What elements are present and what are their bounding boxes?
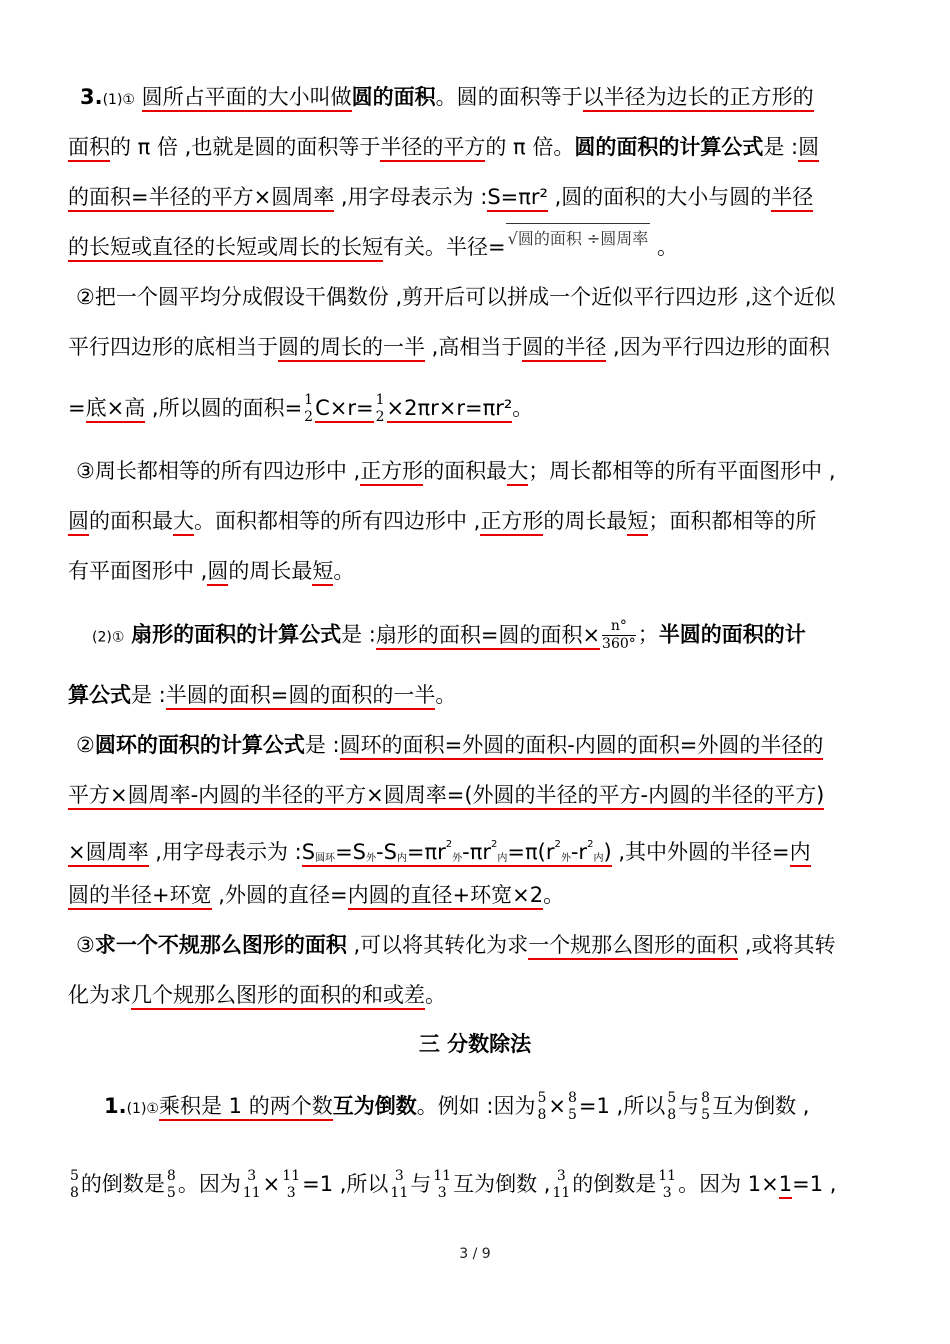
underlined-text: 圆所占平面的大小叫做	[142, 85, 352, 112]
text: 平行四边形的底相当于	[68, 335, 278, 359]
denominator: 8	[667, 1107, 677, 1123]
fraction-11-3	[433, 1168, 451, 1202]
underlined-text: 短	[627, 509, 648, 536]
text: 。	[650, 235, 678, 259]
text: 。	[333, 559, 355, 583]
numerator: 11	[282, 1168, 301, 1184]
underlined-text: 圆	[798, 135, 819, 162]
text: 与	[678, 1094, 700, 1118]
fraction-8-5	[167, 1168, 176, 1202]
denominator: 3	[437, 1185, 447, 1201]
text: ,其中外圆的半径=	[611, 840, 790, 864]
underlined-text: 几个规那么图形的面积的和或差	[131, 983, 425, 1010]
subscript: 外	[366, 853, 376, 864]
text: ③周长都相等的所有四边形中 ,	[76, 459, 361, 483]
text: ；周长都相等的所有平面图形中 ,	[528, 459, 836, 483]
line-9	[68, 506, 816, 536]
text: 的 π 倍 ,也就是圆的面积等于	[110, 135, 381, 159]
subscript: 内	[396, 853, 407, 864]
bold-term: 圆的面积的计算公式	[574, 135, 764, 159]
numerator: 5	[537, 1090, 547, 1106]
numerator: 11	[658, 1168, 677, 1184]
text: ×	[262, 1172, 281, 1196]
bold-term: 圆环的面积的计算公式	[94, 733, 305, 757]
line-1	[80, 82, 814, 115]
underlined-text: 的面积=半径的平方×圆周率	[68, 185, 334, 212]
text: 化为求	[68, 983, 131, 1007]
underlined-text: 短	[312, 559, 333, 586]
formula-part: )	[603, 840, 612, 864]
text: =1 ,所以	[302, 1172, 389, 1196]
text: ；面积都相等的所	[648, 509, 817, 533]
fraction-5-8	[70, 1168, 79, 1202]
formula-part: -πr	[462, 840, 492, 864]
formula-part: =πr	[406, 840, 446, 864]
underlined-text: 乘积是 1 的两个数	[159, 1094, 333, 1121]
underlined-text: 1	[779, 1172, 792, 1199]
sqrt-expression: √圆的面积 ÷圆周率	[506, 223, 651, 254]
denominator: 8	[537, 1107, 547, 1123]
numerator: 3	[247, 1168, 257, 1184]
superscript: 2	[491, 839, 498, 850]
fraction-8-5	[701, 1090, 710, 1124]
line-16	[68, 880, 564, 910]
text: 。面积都相等的所有四边形中 ,	[194, 509, 481, 533]
text: 的 π 倍。	[485, 135, 575, 159]
line-5	[76, 282, 836, 312]
numerator: 8	[568, 1090, 577, 1106]
line-13	[76, 730, 823, 760]
text: 。	[512, 396, 534, 420]
text: ③	[76, 933, 95, 957]
text: 。因为	[177, 1172, 241, 1196]
underlined-text: 一个规那么图形的面积	[528, 933, 738, 960]
denominator: 8	[70, 1185, 79, 1201]
text: 。	[543, 883, 565, 907]
numerator: 5	[667, 1090, 677, 1106]
line-19	[104, 1090, 809, 1124]
page-number: 3 / 9	[459, 1246, 491, 1262]
underlined-text: 圆环的面积=外圆的面积-内圆的面积=外圆的半径的	[340, 733, 824, 760]
text: ,外圆的直径=	[211, 883, 348, 907]
bold-term: 半圆的面积的计	[658, 622, 806, 647]
text: 是 :	[304, 733, 340, 757]
line-15	[68, 830, 811, 874]
text: ②	[76, 733, 95, 757]
underlined-text: 半圆的面积=圆的面积的一半	[166, 683, 436, 710]
denominator: 3	[286, 1185, 296, 1201]
underlined-text: 圆的半径	[522, 335, 606, 362]
underlined-text: 正方形	[360, 459, 423, 486]
line-10	[68, 556, 354, 586]
numerator: 8	[701, 1090, 711, 1106]
text: 的周长最	[228, 559, 313, 583]
line-7	[68, 392, 533, 426]
underlined-text: 的长短或直径的长短或周长的长短	[68, 235, 383, 262]
text: 有平面图形中 ,	[68, 559, 208, 583]
line-20	[68, 1168, 836, 1202]
underlined-text: 圆	[68, 509, 89, 536]
subscript: 内	[497, 853, 508, 864]
fraction-one-half	[376, 392, 385, 426]
text: ②把一个圆平均分成假设干偶数份 ,剪开后可以拼成一个近似平行四边形 ,这个近似	[76, 285, 836, 309]
line-4	[68, 229, 678, 264]
denominator: 2	[375, 409, 385, 425]
fraction-11-3	[658, 1168, 676, 1202]
denominator: 5	[701, 1107, 711, 1123]
text: 的倒数是	[572, 1172, 657, 1196]
formula-part: =π(r	[507, 840, 555, 864]
formula: S=πr²	[487, 185, 548, 212]
ring-area-formula	[302, 840, 612, 867]
text: ,用字母表示为 :	[334, 185, 488, 209]
underlined-text: 半径	[771, 185, 813, 212]
fraction-one-half	[304, 392, 313, 426]
text: ,圆的面积的大小与圆的	[547, 185, 772, 209]
numerator: 11	[433, 1168, 452, 1184]
text: 互为倒数 ,	[453, 1172, 551, 1196]
formula-part: S	[301, 840, 316, 864]
numerator: 5	[70, 1168, 79, 1184]
numerator: 3	[394, 1168, 404, 1184]
underlined-text: 平方×圆周率-内圆的半径的平方×圆周率=(外圆的半径的平方-内圆的半径的平方)	[68, 783, 824, 810]
sub-label: (1)①	[126, 1101, 159, 1117]
bold-term: 扇形的面积的计算公式	[131, 622, 342, 647]
line-12	[68, 680, 456, 710]
line-3	[68, 182, 813, 212]
text: 。	[435, 683, 457, 707]
fraction-11-3	[282, 1168, 300, 1202]
text: 的倒数是	[80, 1172, 165, 1196]
underlined-text: 内	[790, 840, 811, 867]
line-6	[68, 332, 830, 362]
sqrt-content: 圆的面积 ÷圆周率	[517, 229, 649, 248]
text: ×	[548, 1094, 566, 1118]
text: ,或将其转	[738, 933, 836, 957]
line-8	[76, 456, 836, 486]
text: 的面积最	[89, 509, 173, 533]
denominator: 3	[662, 1185, 672, 1201]
text: ,因为平行四边形的面积	[606, 335, 830, 359]
superscript: 2	[587, 839, 594, 850]
subscript: 外	[560, 853, 571, 864]
text: =1 ,	[792, 1172, 837, 1196]
text: 有关。半径=	[383, 235, 506, 259]
subscript: 内	[593, 853, 604, 864]
text: 是 :	[763, 135, 799, 159]
text: ,可以将其转化为求	[346, 933, 529, 957]
underlined-text: 半径的平方	[380, 135, 485, 162]
underlined-text: 大	[507, 459, 528, 486]
line-17	[76, 930, 836, 960]
underlined-text: 面积	[68, 135, 110, 162]
numerator: n°	[610, 618, 627, 634]
underlined-text: 扇形的面积=圆的面积×	[376, 623, 600, 650]
text: 的周长最	[543, 509, 628, 533]
text: 与	[410, 1172, 432, 1196]
fraction-3-11	[552, 1168, 570, 1202]
line-14	[68, 780, 824, 810]
text: 是 :	[131, 683, 166, 707]
text: 是 :	[341, 622, 376, 647]
text: 互为倒数 ,	[712, 1094, 810, 1118]
text: 。因为 1×	[678, 1172, 779, 1196]
sub-label: (2)①	[92, 629, 125, 646]
subscript: 外	[452, 853, 463, 864]
denominator: 5	[166, 1185, 176, 1201]
denominator: 11	[390, 1185, 409, 1201]
underlined-text: 内圆的直径+环宽×2	[348, 883, 544, 910]
fraction-5-8	[537, 1090, 546, 1124]
denominator: 360°	[602, 636, 636, 652]
underlined-text: 圆的周长的一半	[278, 335, 425, 362]
bold-term: 算公式	[68, 683, 131, 707]
superscript: 2	[554, 839, 561, 850]
text: 。圆的面积等于	[435, 85, 583, 109]
line-11	[92, 618, 806, 653]
section-heading: 三 分数除法	[418, 1032, 532, 1056]
item-number: 1.	[104, 1094, 127, 1118]
bold-term: 求一个不规那么图形的面积	[94, 933, 347, 957]
underlined-text: 以半径为边长的正方形的	[583, 85, 814, 112]
text: 。	[425, 983, 446, 1007]
text: 。例如 :因为	[416, 1094, 536, 1118]
numerator: 1	[375, 392, 385, 408]
underlined-text: 圆的半径+环宽	[68, 883, 212, 910]
item-number: 3.	[80, 85, 103, 109]
fraction-3-11	[390, 1168, 408, 1202]
numerator: 8	[166, 1168, 176, 1184]
denominator: 5	[568, 1107, 577, 1123]
formula-part: =S	[335, 840, 366, 864]
text: =1 ,所以	[578, 1094, 666, 1118]
numerator: 1	[304, 392, 314, 408]
fraction-8-5	[568, 1090, 577, 1124]
fraction-3-11	[243, 1168, 261, 1202]
fraction-5-8	[667, 1090, 676, 1124]
underlined-text: ×2πr×r=πr²	[387, 396, 513, 423]
line-18	[68, 980, 446, 1010]
formula-part: -S	[376, 840, 397, 864]
superscript: 2	[445, 839, 453, 850]
underlined-text: 圆	[207, 559, 228, 586]
numerator: 3	[556, 1168, 566, 1184]
bold-term: 圆的面积	[351, 85, 436, 109]
text: ,用字母表示为 :	[148, 840, 302, 864]
bold-term: 互为倒数	[332, 1094, 417, 1118]
formula-part: -r	[570, 840, 588, 864]
underlined-text: 大	[173, 509, 194, 536]
text: ；	[637, 622, 659, 647]
underlined-text: C×r=	[315, 396, 374, 423]
fraction-n-over-360	[602, 618, 636, 653]
line-2	[68, 132, 819, 162]
text: =	[68, 396, 86, 420]
text: 的面积最	[423, 459, 508, 483]
underlined-text: ×圆周率	[68, 840, 149, 867]
text: ,所以圆的面积=	[145, 396, 303, 420]
sub-label: (1)①	[102, 92, 135, 108]
text: ,高相当于	[425, 335, 523, 359]
denominator: 11	[552, 1185, 571, 1201]
underlined-text: 正方形	[480, 509, 543, 536]
subscript: 圆环	[315, 853, 336, 864]
underlined-text: 底×高	[86, 396, 146, 423]
denominator: 2	[304, 409, 314, 425]
denominator: 11	[242, 1185, 261, 1201]
